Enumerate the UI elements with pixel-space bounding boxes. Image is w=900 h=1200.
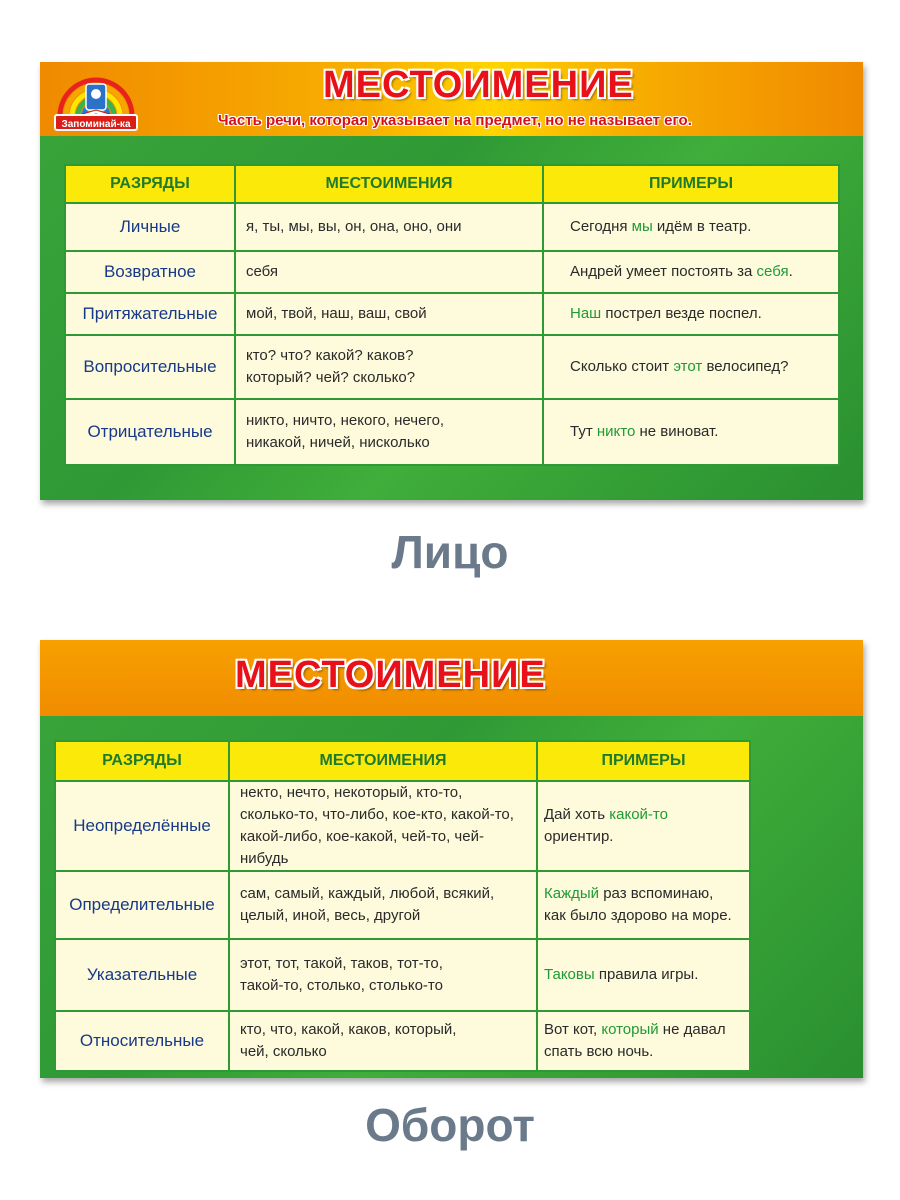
category-cell: Личные [65, 203, 235, 251]
column-header-examples: ПРИМЕРЫ [537, 741, 750, 781]
column-header-categories: РАЗРЯДЫ [65, 165, 235, 203]
category-cell: Определительные [55, 871, 229, 939]
example-highlight: мы [631, 218, 653, 235]
example-text: раз вспоминаю, [599, 885, 714, 902]
table-row [65, 293, 839, 335]
table-row [55, 781, 750, 871]
pronouns-line: этот, тот, такой, таков, тот-то, [240, 955, 443, 972]
pronouns-line: какой-либо, кое-какой, чей-то, чей-нибудь [240, 828, 484, 867]
logo-label: Запоминай-ка [54, 114, 138, 131]
front-table-header-row [65, 165, 839, 203]
example-highlight: себя [756, 263, 789, 280]
pronouns-line: чей, сколько [240, 1043, 327, 1060]
example-line2: спать всю ночь. [544, 1043, 654, 1060]
pronouns-line: кто? что? какой? каков? [246, 347, 414, 364]
pronouns-cell [229, 1011, 537, 1071]
example-text: пострел везде поспел. [601, 305, 762, 322]
example-text: Сегодня [570, 218, 632, 235]
poster-front [40, 62, 863, 500]
example-text: Андрей умеет постоять за [570, 263, 757, 280]
example-cell [537, 781, 750, 871]
pronouns-line: который? чей? сколько? [246, 369, 416, 386]
column-header-pronouns: МЕСТОИМЕНИЯ [235, 165, 543, 203]
example-text: велосипед? [702, 358, 789, 375]
pronouns-line: сам, самый, каждый, любой, всякий, [240, 885, 495, 902]
caption-front: Лицо [391, 526, 509, 578]
table-row [65, 399, 839, 465]
poster-back [40, 640, 863, 1078]
example-highlight: какой-то [609, 806, 668, 823]
pronouns-cell [235, 399, 543, 465]
column-header-categories: РАЗРЯДЫ [55, 741, 229, 781]
table-row [55, 1011, 750, 1071]
example-cell [543, 251, 839, 293]
example-text: Тут [570, 423, 597, 440]
pronouns-line: никто, ничто, некого, нечего, [246, 412, 445, 429]
rainbow-book-icon [52, 70, 140, 120]
example-line2: как было здорово на море. [544, 907, 732, 924]
pronouns-line: такой-то, столько, столько-то [240, 977, 443, 994]
table-row [55, 939, 750, 1011]
pronouns-line: я, ты, мы, вы, он, она, оно, они [246, 218, 462, 235]
example-text: не виноват. [635, 423, 719, 440]
pronouns-line: некто, нечто, некоторый, кто-то, [240, 784, 463, 801]
pronouns-cell [229, 781, 537, 871]
zapominayka-logo [52, 70, 140, 136]
example-text: ориентир. [544, 828, 614, 845]
category-cell: Притяжательные [65, 293, 235, 335]
front-header [40, 62, 863, 136]
table-row [65, 251, 839, 293]
example-highlight: Каждый [544, 885, 600, 902]
pronouns-line: сколько-то, что-либо, кое-кто, какой-то, [240, 806, 514, 823]
table-row [65, 203, 839, 251]
front-table [64, 164, 840, 466]
example-text: Вот кот, [544, 1021, 602, 1038]
back-table-header-row [55, 741, 750, 781]
example-text: . [788, 263, 793, 280]
pronouns-cell [235, 335, 543, 399]
caption-back: Оборот [365, 1099, 535, 1151]
example-cell [543, 335, 839, 399]
example-text: не давал [658, 1021, 726, 1038]
category-cell: Относительные [55, 1011, 229, 1071]
example-highlight: который [601, 1021, 659, 1038]
back-table [54, 740, 751, 1072]
example-cell [543, 293, 839, 335]
example-highlight: никто [596, 423, 636, 440]
pronouns-line: мой, твой, наш, ваш, свой [246, 305, 427, 322]
example-cell [543, 399, 839, 465]
example-highlight: Таковы [544, 966, 595, 983]
pronouns-cell [235, 251, 543, 293]
front-subtitle: Часть речи, которая указывает на предмет, но не называет его. [218, 112, 692, 129]
example-cell [537, 871, 750, 939]
example-highlight: этот [673, 358, 703, 375]
example-cell [537, 939, 750, 1011]
example-text: идём в театр. [652, 218, 752, 235]
example-cell [543, 203, 839, 251]
pronouns-cell [229, 939, 537, 1011]
category-cell: Неопределённые [55, 781, 229, 871]
table-row [55, 871, 750, 939]
column-header-examples: ПРИМЕРЫ [543, 165, 839, 203]
pronouns-line: целый, иной, весь, другой [240, 907, 421, 924]
category-cell: Вопросительные [65, 335, 235, 399]
back-title: МЕСТОИМЕНИЕ [235, 654, 546, 696]
pronouns-line: себя [246, 263, 279, 280]
example-text: Дай хоть [544, 806, 610, 823]
column-header-pronouns: МЕСТОИМЕНИЯ [229, 741, 537, 781]
category-cell: Указательные [55, 939, 229, 1011]
example-text: Сколько стоит [570, 358, 674, 375]
pronouns-line: никакой, ничей, нисколько [246, 434, 430, 451]
example-cell [537, 1011, 750, 1071]
back-header [40, 640, 863, 716]
category-cell: Возвратное [65, 251, 235, 293]
table-row [65, 335, 839, 399]
pronouns-cell [235, 293, 543, 335]
example-text: правила игры. [594, 966, 699, 983]
example-highlight: Наш [570, 305, 602, 322]
front-title: МЕСТОИМЕНИЕ [323, 64, 634, 106]
pronouns-cell [229, 871, 537, 939]
category-cell: Отрицательные [65, 399, 235, 465]
pronouns-line: кто, что, какой, каков, который, [240, 1021, 457, 1038]
pronouns-cell [235, 203, 543, 251]
